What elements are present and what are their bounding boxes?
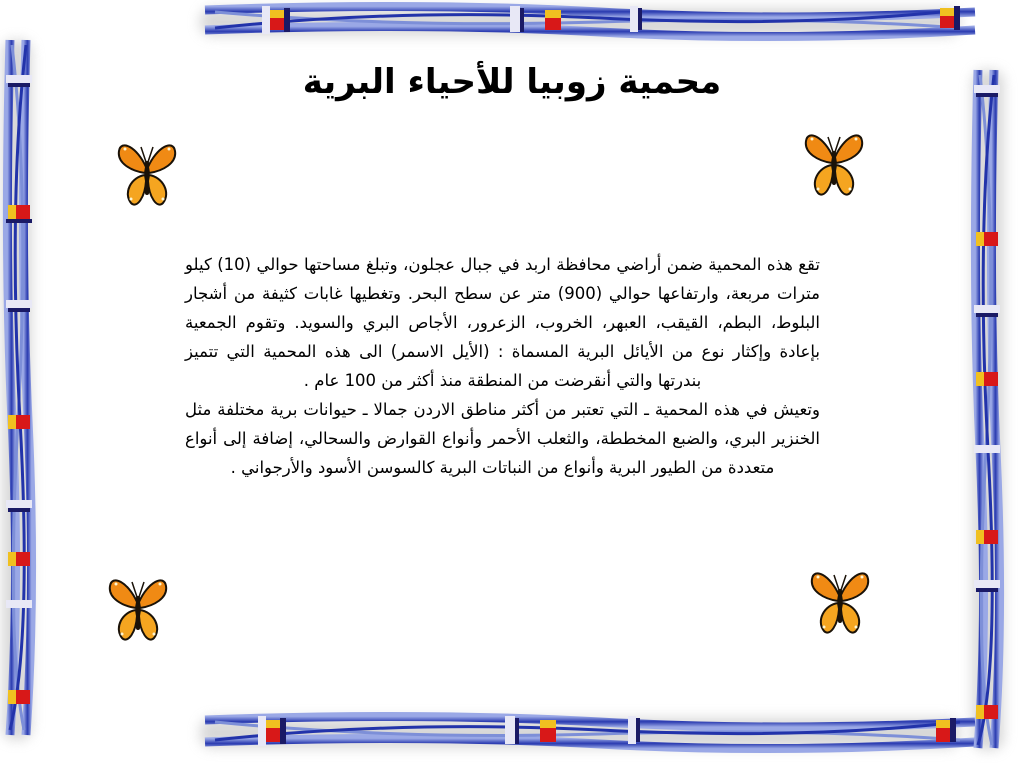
body-paragraph-2: وتعيش في هذه المحمية ـ التي تعتبر من أكثر مناطق الاردن جمالا ـ حيوانات برية مختلفة مثل الخنزير البري، والضبع المخططة، والثعلب الأحمر وأنواع القوارض والسحالي، إضافة إلى أنواع متعددة من الطيور البرية وأنواع من النباتات البرية كالسوسن الأسود والأرجواني .	[185, 400, 820, 477]
butterfly-icon	[117, 137, 177, 211]
butterfly-icon	[108, 572, 168, 646]
slide-body	[185, 250, 820, 482]
slide-title: محمية زوبيا للأحياء البرية	[302, 62, 722, 102]
butterfly-icon	[810, 565, 870, 639]
body-paragraph-1: تقع هذه المحمية ضمن أراضي محافظة اربد في جبال عجلون، وتبلغ مساحتها حوالي (10) كيلو مترات مربعة، وارتفاعها حوالي (900) متر عن سطح البحر. وتغطيها غابات كثيفة من أشجار البلوط، البطم، القيقب، العبهر، الخروب، الزعرور، الأجاص البري والسويد. وتقوم الجمعية بإعادة وإكثار نوع من الأيائل البرية المسماة : (الأيل الاسمر) الى هذه المحمية التي تتميز بندرتها والتي أنقرضت من المنطقة منذ أكثر من 100 عام .	[185, 255, 820, 390]
butterfly-icon	[804, 127, 864, 201]
